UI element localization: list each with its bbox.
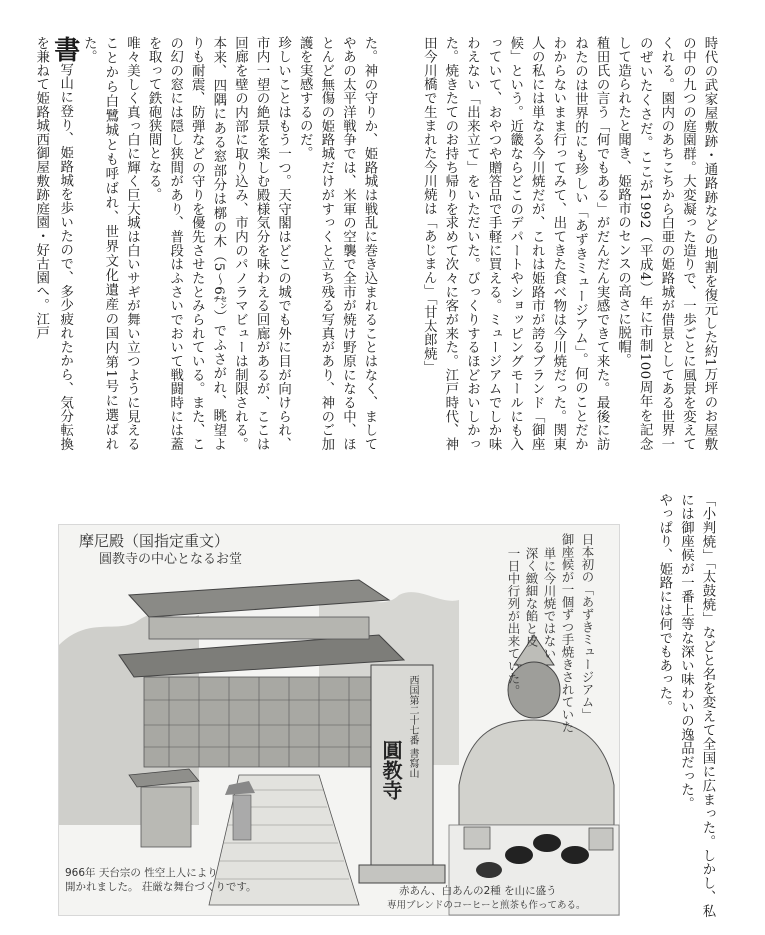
red-bean-cake xyxy=(505,846,533,864)
article-columns-bottom-right xyxy=(652,493,718,918)
article-columns-top-right xyxy=(398,36,720,451)
caption-bottom-right-1: 赤あん、白あんの2種 を山に盛う xyxy=(399,885,557,897)
red-bean-cake xyxy=(533,834,561,852)
note-bean-paste: 深く緻細な餡と皮 xyxy=(524,547,539,647)
note-line: 一日中行列が出来ていた。 xyxy=(506,547,521,697)
stone-lantern-body xyxy=(233,795,251,840)
temple-sketch-illustration xyxy=(58,524,620,916)
caption-bottom-right-2: 専用ブレンドのコーヒーと煎茶も作ってある。 xyxy=(387,900,586,911)
dropcap: 書 xyxy=(49,36,80,63)
note-handmade: 御座候が一個ずつ手焼きされていた xyxy=(560,533,575,733)
note-museum: 日本初の「あずきミュージアム」 xyxy=(580,533,595,721)
cup xyxy=(464,827,490,849)
paragraph: 唯々美しく真っ白に輝く巨大城は白いサギが舞い立つように見えることから白鷺城とも呼ばれ、世界文化遺産の国内第1号に選ばれた。 xyxy=(81,36,140,451)
paragraph-text: 写山に登り、姫路城を歩いたので、多少疲れたから、気分転換を兼ねて姫路城西御屋敷跡庭園・好古園へ。江戸 xyxy=(33,36,73,451)
small-gate-body xyxy=(141,787,191,847)
red-bean-cake xyxy=(561,846,589,864)
stone-pillar-base xyxy=(359,865,445,883)
paragraph-with-dropcap xyxy=(30,36,78,451)
article-columns-top-left xyxy=(33,36,380,451)
cup xyxy=(589,828,613,850)
temple-upper-wall xyxy=(149,617,369,639)
paragraph: やっぱり、姫路には何でもあった。 xyxy=(656,493,672,714)
paragraph: 珍しいことはもう一つ。天守閣はどこの城でも外に目が向けられ、市内一望の絶景を楽しむ殿様気分を味わえる回廊があるが、ここは回廊を壁の内部に取り込み、市内のパノラマビューは制限される。本来、四隅にある窓部分は槨の木（5〜6㌢）でふさがれ、眺望よりも耐震、防弾などの守りを優先させたとみられている。また、この幻の窓には隠し狭間があり、普段はふさいでおいて戦闘時には蓋を取って鉄砲狭間となる。 xyxy=(146,36,291,451)
paragraph: 時代の武家屋敷跡・通路跡などの地割を復元した約1万坪のお屋敷の中の九つの庭園群。大変凝った造りで、一歩ごとに風景を変えてくれる。園内のあちこちから白亜の姫路城が借景としてある世界一のぜいたくさだ。ここが1992（平成4）年に市制100周年を記念して造られたと聞き、姫路市のセンスの高さに脱帽。 xyxy=(615,36,717,451)
caption-temple-title: 摩尼殿（国指定重文） xyxy=(79,532,230,550)
caption-bottom-left-1: 966年 天台宗の 性空上人により xyxy=(65,867,218,879)
red-bean-cake xyxy=(476,862,502,878)
paragraph: 「小判焼」「太鼓焼」などと名を変えて全国に広まった。しかし、私には御座候が一番上等な深い味わいの逸品だった。 xyxy=(678,493,715,918)
pillar-inscription-small: 西国第二十七番 書寫山 xyxy=(407,675,418,779)
note-not-imagawayaki: 単に今川焼ではない xyxy=(542,547,557,660)
paragraph: 稙田氏の言う「何でもある」がだんだん実感できて来た。最後に訪ねたのは世界的にも珍しい「あずきミュージアム」。何のことだかわからないまま行ってみて、出てきた食べ物は今川焼だった。関東人の私には単なる今川焼だが、これは姫路市が誇るブランド「御座候」という。近畿ならどこのデパートやショッピングモールにも入っていて、おやつや贈答品で手軽に買える。ミュージアムでしか味わえない「出来立て」をいただいた。びっくりするほどおいしかった。焼きたてのお持ち帰りを求めて次々に客が来た。江戸時代、神田今川橋で生まれた今川焼は「あじまん」「甘太郎焼」 xyxy=(421,36,610,451)
caption-bottom-left-2: 開かれました。 荘厳な舞台づくりです。 xyxy=(65,881,257,893)
caption-temple-subtitle: 圓教寺の中心となるお堂 xyxy=(99,552,243,567)
paragraph: た。神の守りか、姫路城は戦乱に巻き込まれることはなく、ましてやあの太平洋戦争では、米軍の空襲で全市が焼け野原になる中、ほとんど無傷の姫路城だけがすっくと立ち残る写真があり、神のご加護を実感するのだ。 xyxy=(297,36,377,451)
temple-main-body xyxy=(144,677,384,767)
pillar-inscription-temple-name: 圓教寺 xyxy=(379,740,403,800)
